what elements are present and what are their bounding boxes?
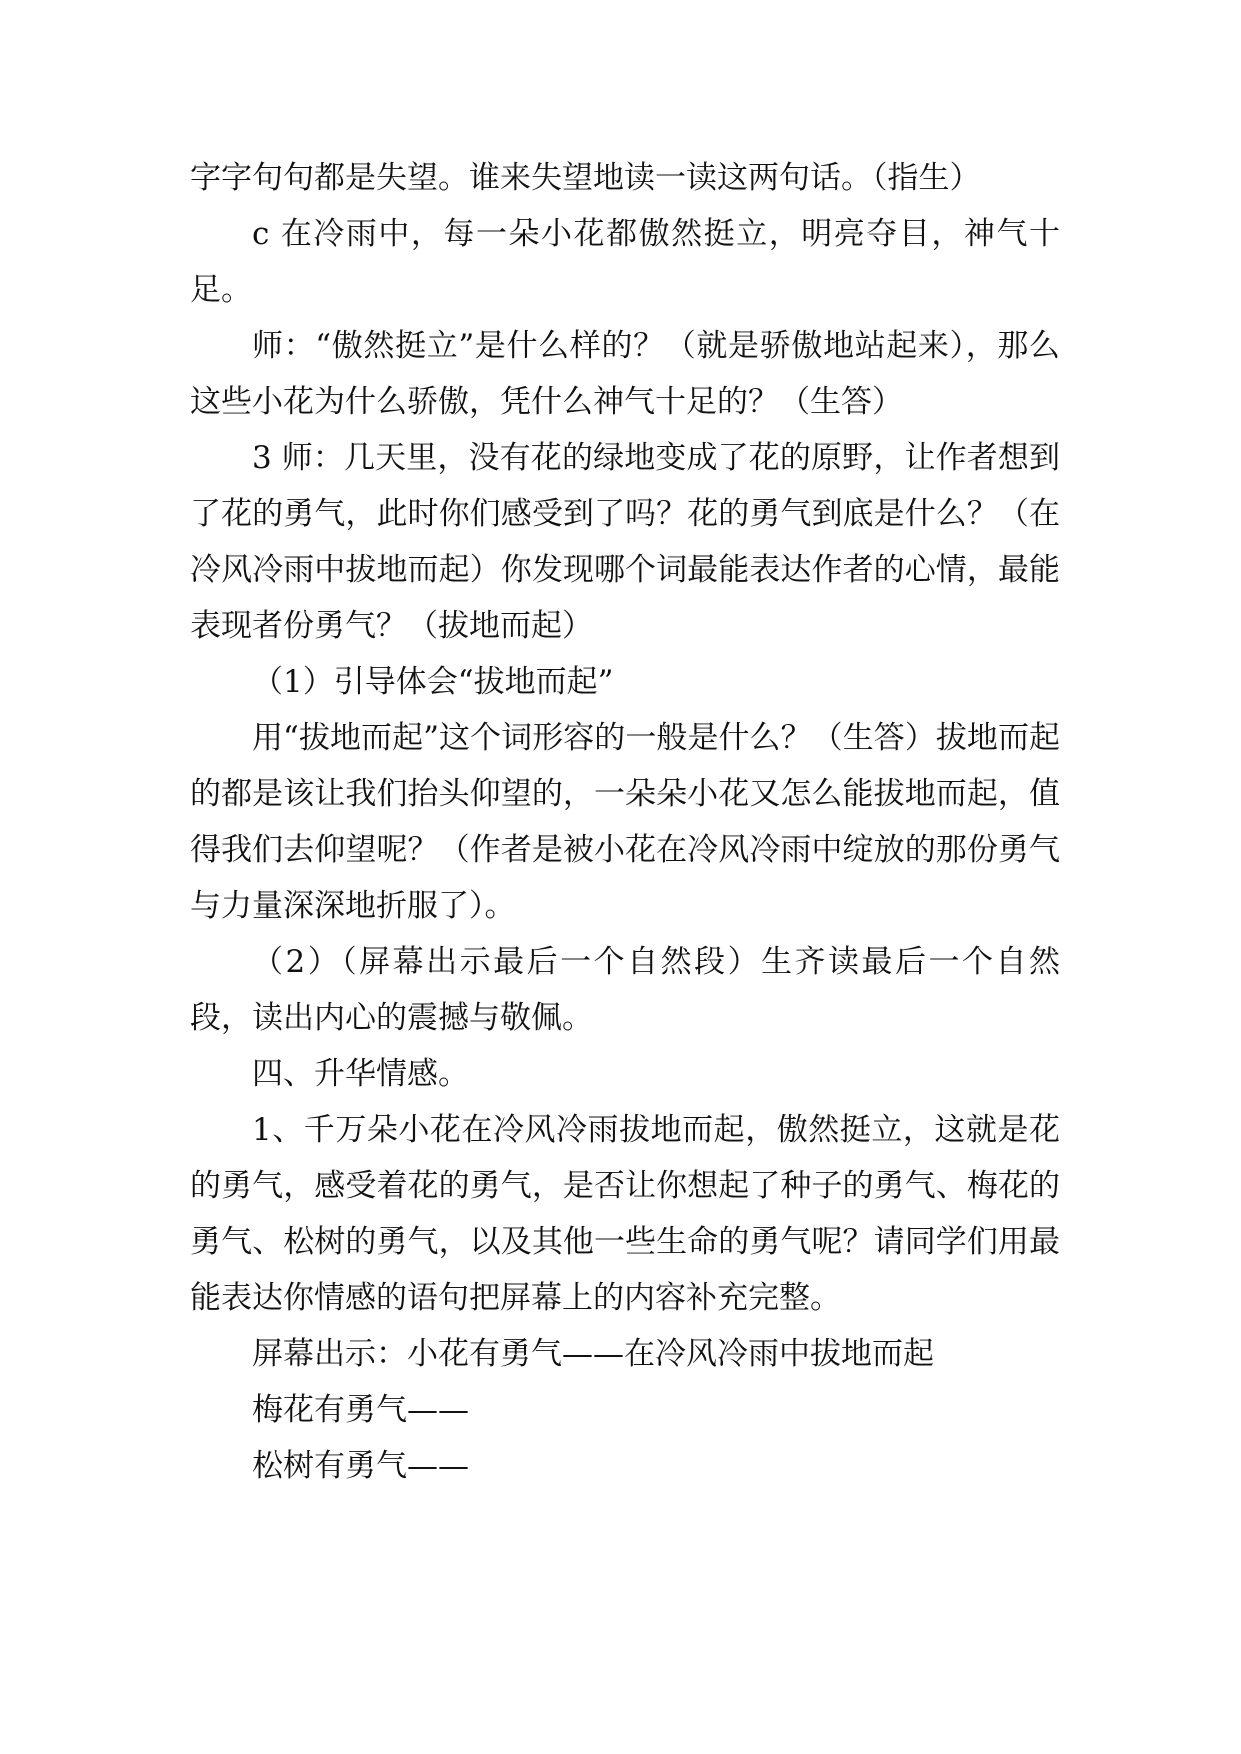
paragraph: 1、千万朵小花在冷风冷雨拔地而起，傲然挺立，这就是花的勇气，感受着花的勇气，是否让你想起了种子的勇气、梅花的勇气、松树的勇气，以及其他一些生命的勇气呢？请同学们用最能表达你情感的语句把屏幕上的内容补充完整。 — [190, 1112, 1060, 1316]
document-body — [190, 150, 1060, 1494]
paragraph: c 在冷雨中，每一朵小花都傲然挺立，明亮夺目，神气十足。 — [190, 216, 1060, 308]
screen-prompt-line: 屏幕出示：小花有勇气——在冷风冷雨中拔地而起 — [252, 1336, 934, 1372]
section-heading: 四、升华情感。 — [252, 1056, 469, 1092]
paragraph: （1）引导体会“拔地而起” — [252, 664, 614, 700]
paragraph: 字字句句都是失望。谁来失望地读一读这两句话。（指生） — [190, 160, 981, 196]
paragraph: 用“拔地而起”这个词形容的一般是什么？（生答）拔地而起的都是该让我们抬头仰望的，一朵朵小花又怎么能拔地而起，值得我们去仰望呢？（作者是被小花在冷风冷雨中绽放的那份勇气与力量深深地折服了）。 — [190, 720, 1060, 924]
paragraph: 师：“傲然挺立”是什么样的？（就是骄傲地站起来），那么这些小花为什么骄傲，凭什么神气十足的？（生答） — [190, 328, 1060, 420]
paragraph: （2）（屏幕出示最后一个自然段）生齐读最后一个自然段，读出内心的震撼与敬佩。 — [190, 944, 1060, 1036]
screen-prompt-line: 梅花有勇气—— — [252, 1392, 469, 1428]
screen-prompt-line: 松树有勇气—— — [252, 1448, 469, 1484]
paragraph: 3 师：几天里，没有花的绿地变成了花的原野，让作者想到了花的勇气，此时你们感受到了吗？花的勇气到底是什么？（在冷风冷雨中拔地而起）你发现哪个词最能表达作者的心情，最能表现者份勇气？（拔地而起） — [190, 440, 1060, 644]
